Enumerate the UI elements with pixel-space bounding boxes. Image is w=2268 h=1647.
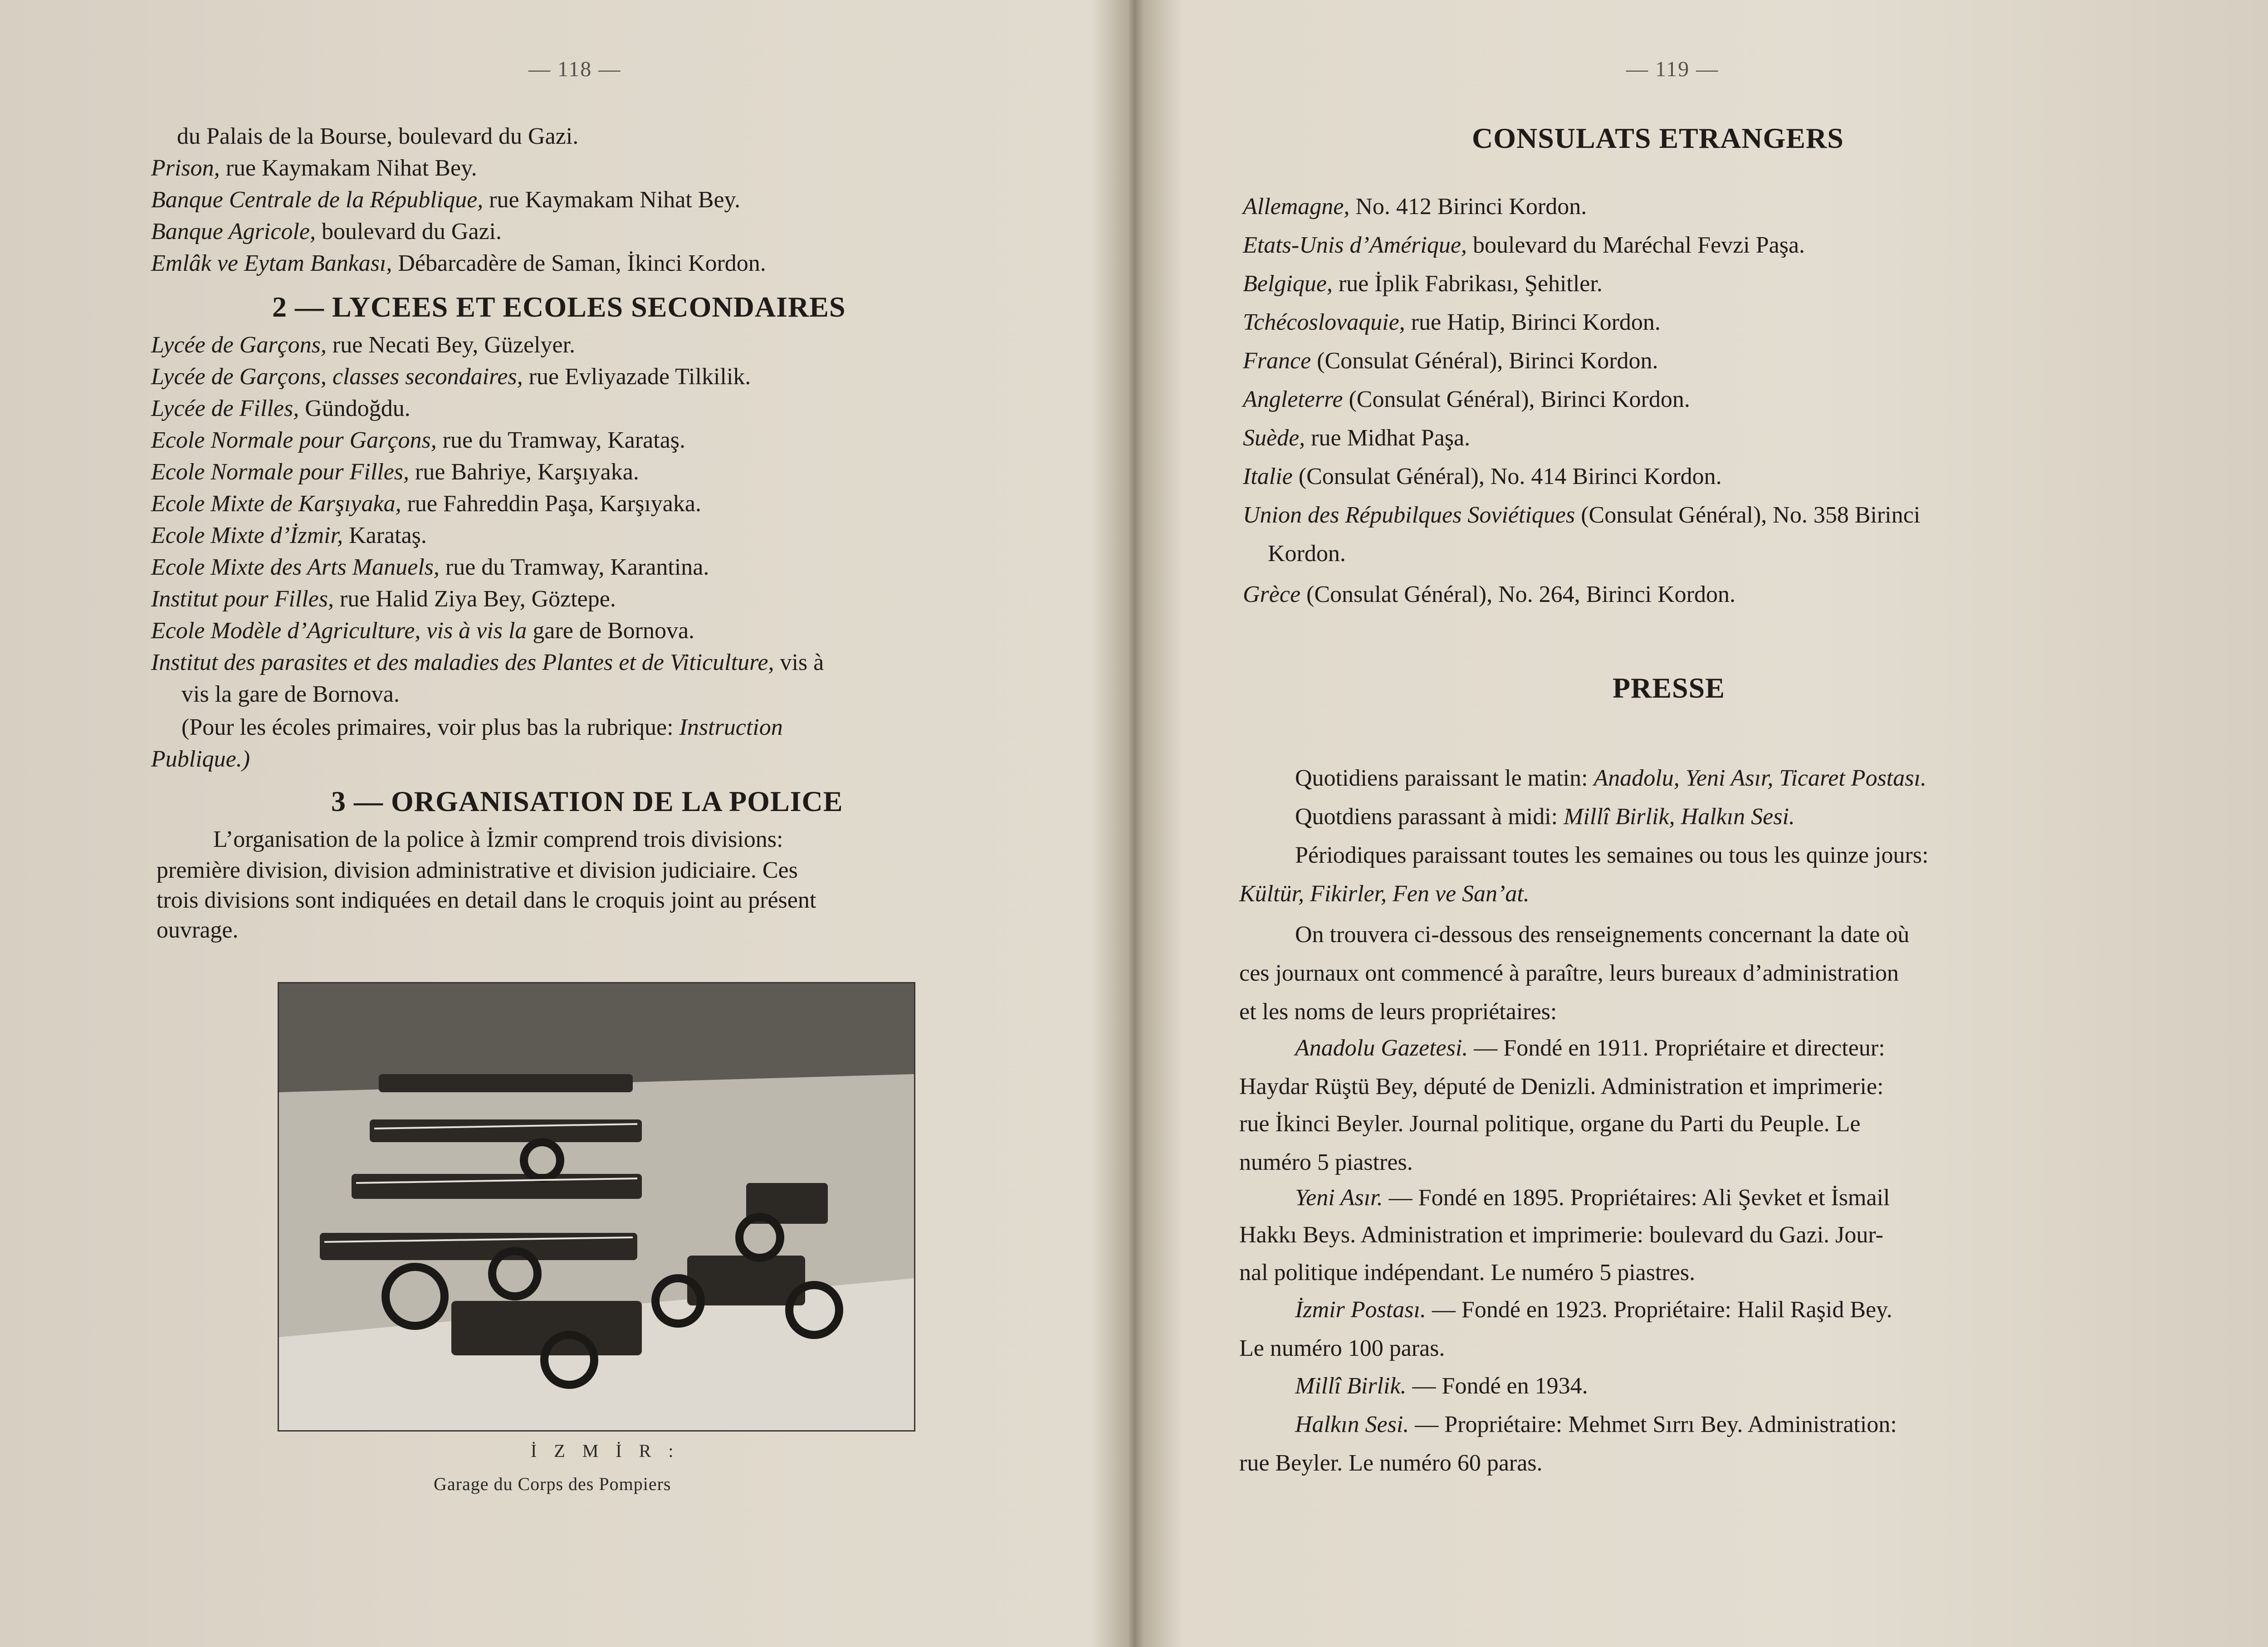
section-heading: PRESSE [1613,672,1725,704]
page-number: — 118 — [528,57,621,81]
consulat-entry: Tchécoslovaquie, rue Hatip, Birinci Kordon. [1243,309,1661,335]
school-entry: Ecole Mixte des Arts Manuels, rue du Tramway, Karantina. [151,554,709,580]
photo-illustration [279,983,914,1430]
presse-line: et les noms de leurs propriétaires: [1239,999,1557,1025]
text-line: Banque Centrale de la République, rue Kaymakam Nihat Bey. [151,187,741,213]
journal-line: Hakkı Beys. Administration et imprimerie: boulevard du Gazi. Jour- [1239,1222,1883,1248]
consulat-entry: Kordon. [1268,541,1346,567]
consulat-entry: Belgique, rue İplik Fabrikası, Şehitler. [1243,271,1603,297]
note-line: Publique.) [151,746,250,772]
consulat-entry: Italie (Consulat Général), No. 414 Birinci Kordon. [1243,464,1722,489]
school-entry: Ecole Normale pour Filles, rue Bahriye, Karşıyaka. [151,459,639,485]
consulat-entry: Suède, rue Midhat Paşa. [1243,425,1471,451]
journal-line: nal politique indépendant. Le numéro 5 piastres. [1239,1260,1696,1285]
journal-line: rue Beyler. Le numéro 60 paras. [1239,1450,1543,1476]
text-line: du Palais de la Bourse, boulevard du Gazi. [177,123,579,149]
journal-line: Halkın Sesi. — Propriétaire: Mehmet Sırrı Bey. Administration: [1295,1412,1897,1437]
school-entry: Ecole Mixte de Karşıyaka, rue Fahreddin Paşa, Karşıyaka. [151,491,701,517]
journal-line: rue İkinci Beyler. Journal politique, organe du Parti du Peuple. Le [1239,1111,1861,1137]
consulat-entry: Union des Répubilques Soviétiques (Consulat Général), No. 358 Birinci [1243,502,1921,528]
school-entry: Institut pour Filles, rue Halid Ziya Bey, Göztepe. [151,586,616,612]
presse-line: On trouvera ci-dessous des renseignements concernant la date où [1295,922,1910,948]
school-entry: Ecole Normale pour Garçons, rue du Tramway, Karataş. [151,427,686,453]
paragraph-line: première division, division administrative et division judiciaire. Ces [156,857,798,883]
paragraph-line: trois divisions sont indiquées en detail dans le croquis joint au présent [156,887,816,913]
school-entry: vis la gare de Bornova. [181,681,400,707]
journal-line: Haydar Rüştü Bey, député de Denizli. Administration et imprimerie: [1239,1074,1884,1100]
note-line: (Pour les écoles primaires, voir plus bas la rubrique: Instruction [181,714,783,740]
paragraph-line: ouvrage. [156,917,239,943]
presse-line: Quotidiens paraissant le matin: Anadolu, Yeni Asır, Ticaret Postası. [1295,765,1926,791]
consulat-entry: Angleterre (Consulat Général), Birinci Kordon. [1243,386,1690,412]
paragraph-line: L’organisation de la police à İzmir comprend trois divisions: [213,826,783,852]
consulat-entry: Etats-Unis d’Amérique, boulevard du Maréchal Fevzi Paşa. [1243,232,1805,258]
text-line: Emlâk ve Eytam Bankası, Débarcadère de Saman, İkinci Kordon. [151,250,766,276]
fire-garage-photo [278,982,915,1432]
school-entry: Ecole Modèle d’Agriculture, vis à vis la gare de Bornova. [151,618,695,644]
consulat-entry: France (Consulat Général), Birinci Kordon. [1243,348,1658,374]
journal-line: Le numéro 100 paras. [1239,1335,1445,1361]
presse-line: Périodiques paraissant toutes les semaines ou tous les quinze jours: [1295,842,1929,868]
right-page [1139,0,2268,1647]
school-entry: Lycée de Garçons, classes secondaires, rue Evliyazade Tilkilik. [151,364,751,390]
school-entry: Lycée de Filles, Gündoğdu. [151,396,411,421]
school-entry: Ecole Mixte d’İzmir, Karataş. [151,523,427,548]
section-heading: 3 — ORGANISATION DE LA POLICE [331,785,843,817]
journal-line: İzmir Postası. — Fondé en 1923. Propriétaire: Halil Raşid Bey. [1295,1297,1892,1323]
consulat-entry: Allemagne, No. 412 Birinci Kordon. [1243,194,1587,220]
journal-line: Anadolu Gazetesi. — Fondé en 1911. Propriétaire et directeur: [1295,1035,1885,1061]
school-entry: Lycée de Garçons, rue Necati Bey, Güzelyer. [151,332,576,358]
journal-line: Millî Birlik. — Fondé en 1934. [1295,1373,1588,1399]
photo-caption-title: İ Z M İ R : [531,1441,680,1461]
journal-line: Yeni Asır. — Fondé en 1895. Propriétaires: Ali Şevket et İsmail [1295,1185,1890,1211]
presse-line: Quotdiens parassant à midi: Millî Birlik, Halkın Sesi. [1295,804,1795,830]
presse-line: ces journaux ont commencé à paraître, leurs bureaux d’administration [1239,960,1899,986]
section-heading: 2 — LYCEES ET ECOLES SECONDAIRES [272,291,846,323]
section-heading: CONSULATS ETRANGERS [1472,122,1844,154]
presse-line: Kültür, Fikirler, Fen ve San’at. [1239,881,1530,907]
text-line: Prison, rue Kaymakam Nihat Bey. [151,155,477,181]
page-number: — 119 — [1626,57,1719,81]
text-line: Banque Agricole, boulevard du Gazi. [151,219,502,244]
journal-line: numéro 5 piastres. [1239,1149,1413,1175]
consulat-entry: Grèce (Consulat Général), No. 264, Birinci Kordon. [1243,582,1735,607]
photo-caption: Garage du Corps des Pompiers [434,1474,671,1494]
school-entry: Institut des parasites et des maladies des Plantes et de Viticulture, vis à [151,650,824,675]
